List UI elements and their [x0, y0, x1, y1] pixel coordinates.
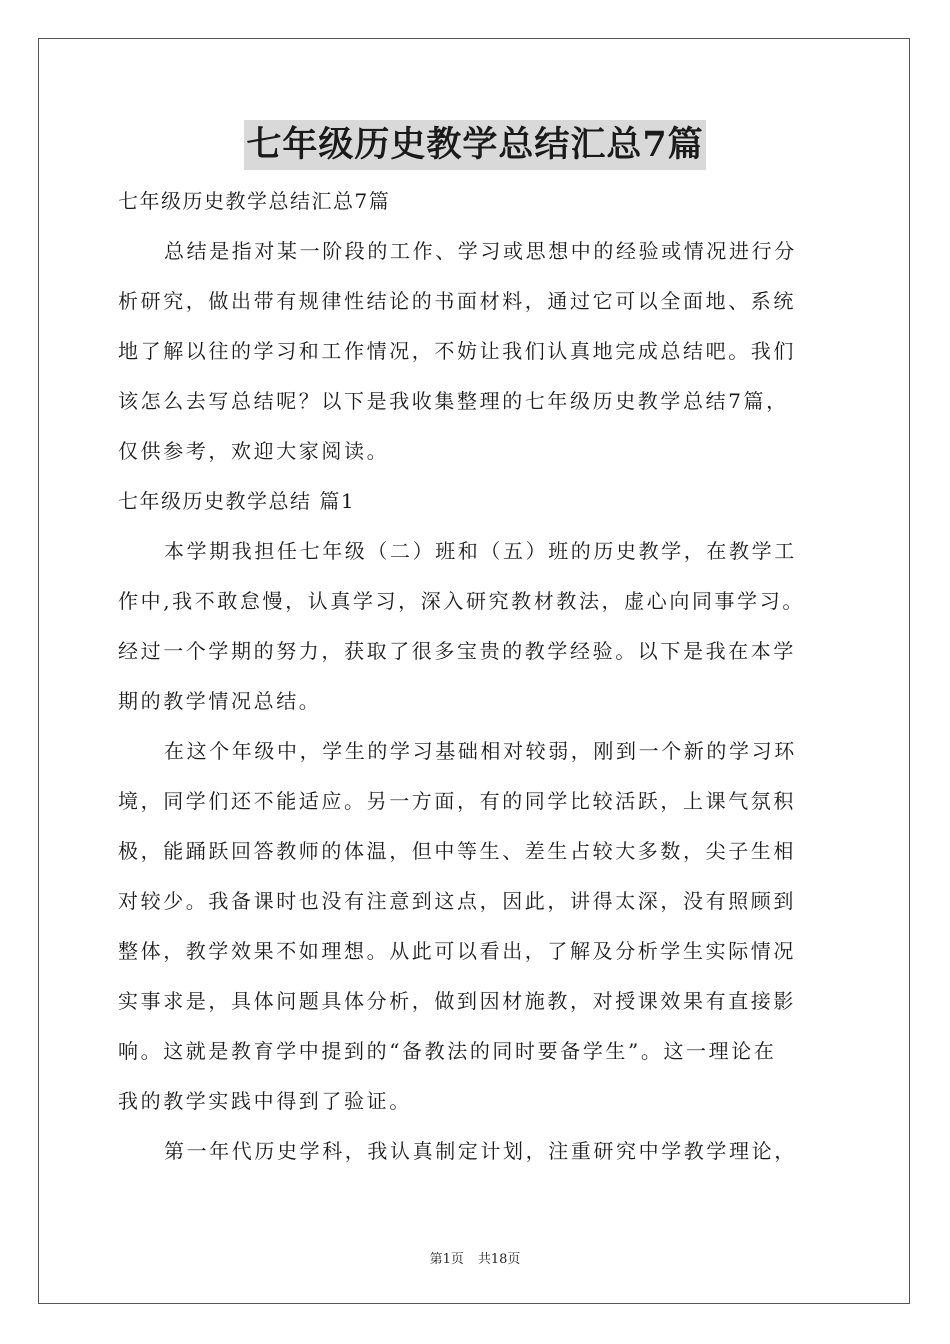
document-body [118, 176, 834, 1176]
paragraph-line: 实事求是，具体问题具体分析，做到因材施教，对授课效果有直接影 [118, 989, 796, 1013]
page-footer [0, 1248, 950, 1267]
paragraph-line: 整体，教学效果不如理想。从此可以看出，了解及分析学生实际情况 [118, 939, 796, 963]
paragraph-line: 对较少。我备课时也没有注意到这点，因此，讲得太深，没有照顾到 [118, 889, 796, 913]
total-pages: 共18页 [477, 1252, 521, 1267]
paragraph-line: 地了解以往的学习和工作情况，不妨让我们认真地完成总结吧。我们 [118, 339, 796, 363]
paragraph-line: 我的教学实践中得到了验证。 [118, 1089, 412, 1113]
title-area [0, 120, 950, 170]
paragraph-line: 响。这就是教育学中提到的“备教法的同时要备学生”。这一理论在 [118, 1039, 777, 1063]
section-heading: 七年级历史教学总结 篇1 [118, 489, 356, 513]
paragraph-line: 仅供参考，欢迎大家阅读。 [118, 439, 390, 463]
paragraph-line: 极，能踊跃回答教师的体温，但中等生、差生占较大多数，尖子生相 [118, 839, 796, 863]
paragraph-line: 第一年代历史学科，我认真制定计划，注重研究中学教学理论， [164, 1139, 797, 1163]
document-title: 七年级历史教学总结汇总7篇 [244, 120, 705, 170]
section-heading: 七年级历史教学总结汇总7篇 [118, 189, 391, 213]
paragraph-line: 析研究，做出带有规律性结论的书面材料，通过它可以全面地、系统 [118, 289, 796, 313]
paragraph-line: 本学期我担任七年级（二）班和（五）班的历史教学，在教学工 [164, 539, 797, 563]
paragraph-line: 总结是指对某一阶段的工作、学习或思想中的经验或情况进行分 [164, 239, 797, 263]
paragraph-line: 经过一个学期的努力，获取了很多宝贵的教学经验。以下是我在本学 [118, 639, 796, 663]
page-number: 第1页 [429, 1252, 464, 1267]
paragraph-line: 境，同学们还不能适应。另一方面，有的同学比较活跃，上课气氛积 [118, 789, 796, 813]
paragraph-line: 期的教学情况总结。 [118, 689, 322, 713]
paragraph-line: 该怎么去写总结呢？以下是我收集整理的七年级历史教学总结7篇， [118, 389, 789, 413]
paragraph-line: 作中,我不敢怠慢，认真学习，深入研究教材教法，虚心向同事学习。 [118, 589, 805, 613]
paragraph-line: 在这个年级中，学生的学习基础相对较弱，刚到一个新的学习环 [164, 739, 797, 763]
